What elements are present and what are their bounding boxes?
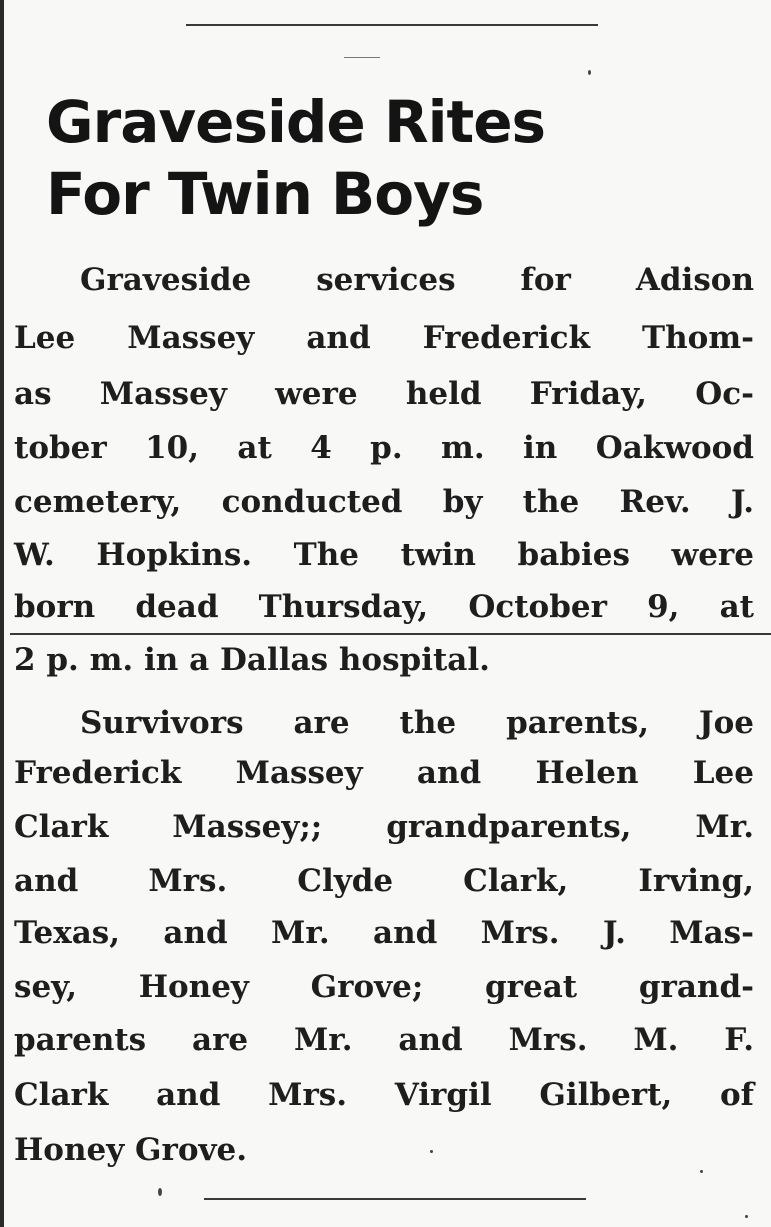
text-line: Clark and Mrs. Virgil Gilbert, of	[14, 1077, 754, 1113]
headline-line: For Twin Boys	[46, 160, 484, 228]
text-line: 2 p. m. in a Dallas hospital.	[14, 642, 490, 678]
text-line: as Massey were held Friday, Oc-	[14, 376, 754, 412]
text-line: and Mrs. Clyde Clark, Irving,	[14, 863, 754, 899]
bottom-divider-rule	[204, 1198, 586, 1200]
headline	[46, 86, 746, 230]
text-line: Honey Grove.	[14, 1132, 248, 1168]
text-line: Texas, and Mr. and Mrs. J. Mas-	[14, 915, 754, 951]
text-line: cemetery, conducted by the Rev. J.	[14, 484, 754, 520]
text-line: W. Hopkins. The twin babies were	[14, 537, 754, 573]
short-divider-mark	[344, 57, 380, 58]
text-line: sey, Honey Grove; great grand-	[14, 969, 754, 1005]
text-line: tober 10, at 4 p. m. in Oakwood	[14, 430, 754, 466]
text-line: born dead Thursday, October 9, at	[14, 589, 754, 625]
text-line: Frederick Massey and Helen Lee	[14, 755, 754, 791]
print-speck	[745, 1215, 748, 1218]
print-speck	[588, 70, 591, 75]
print-speck	[158, 1188, 162, 1196]
column-break-rule	[10, 633, 771, 635]
headline-line: Graveside Rites	[46, 88, 546, 156]
column-border	[0, 0, 4, 1227]
print-speck	[700, 1170, 703, 1173]
top-divider-rule	[186, 24, 598, 26]
text-line: parents are Mr. and Mrs. M. F.	[14, 1022, 754, 1058]
text-line: Lee Massey and Frederick Thom-	[14, 320, 754, 356]
text-line: Survivors are the parents, Joe	[80, 705, 754, 741]
print-speck	[430, 1150, 433, 1153]
text-line: Graveside services for Adison	[80, 262, 754, 298]
text-line: Clark Massey;; grandparents, Mr.	[14, 809, 754, 845]
